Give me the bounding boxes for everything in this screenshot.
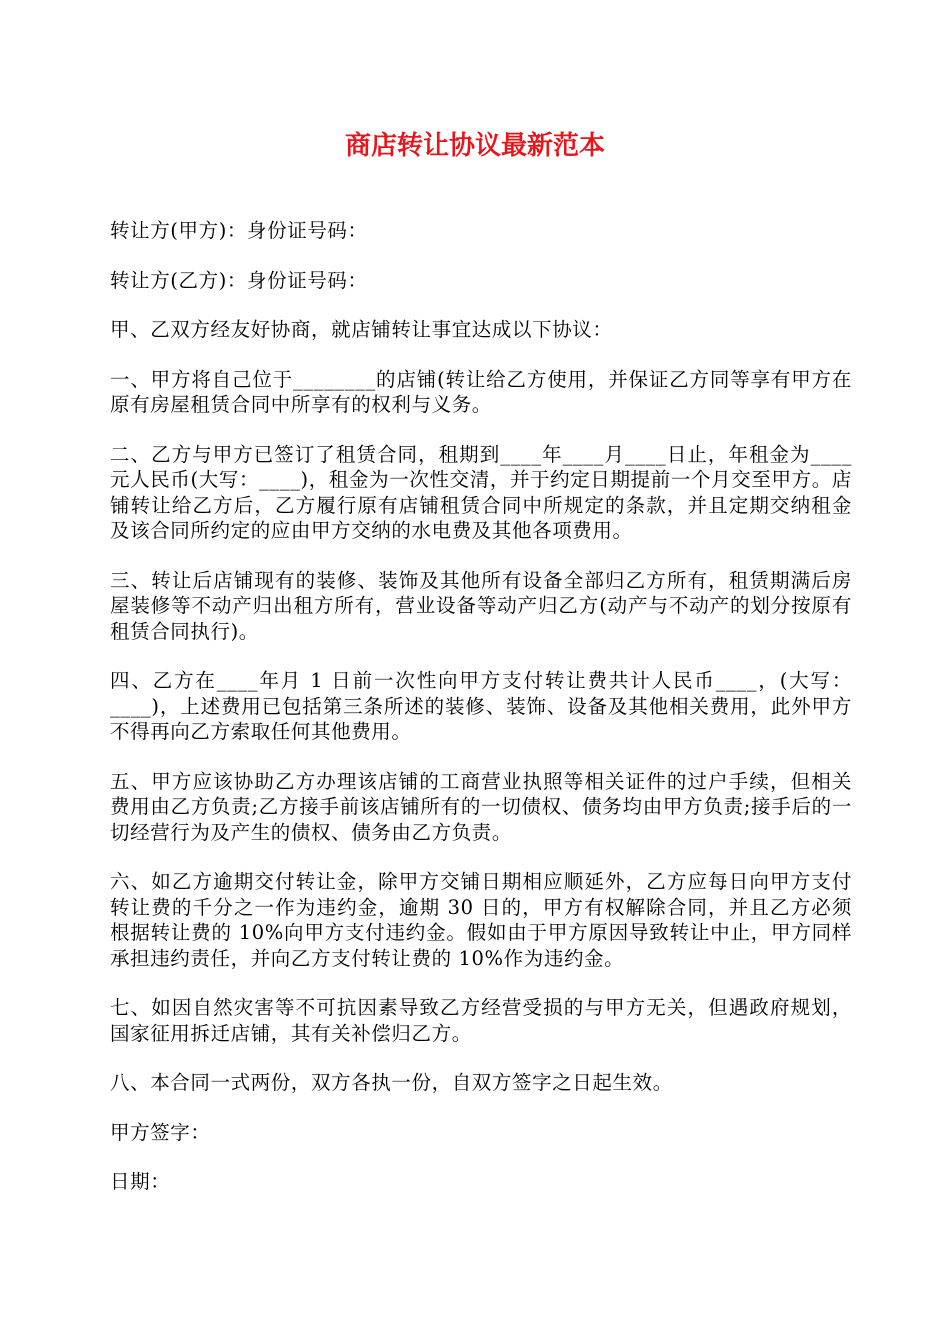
party-a-signature: 甲方签字：: [110, 1120, 211, 1144]
document-title: 商店转让协议最新范本: [344, 131, 605, 161]
clause-8: 八、本合同一式两份，双方各执一份，自双方签字之日起生效。: [110, 1071, 673, 1094]
clause-1: 一、甲方将自己位于________的店铺(转让给乙方使用，并保证乙方同等享有甲方在原有房屋租赁合同中所享有的权利与义务。: [110, 367, 852, 416]
preamble: 甲、乙双方经友好协商，就店铺转让事宜达成以下协议：: [110, 318, 613, 341]
clause-7: 七、如因自然灾害等不可抗因素导致乙方经营受损的与甲方无关，但遇政府规划，国家征用拆迁店铺，其有关补偿归乙方。: [110, 996, 852, 1045]
clause-4: 四、乙方在____年月 1 日前一次性向甲方支付转让费共计人民币____，(大写：____)，上述费用已包括第三条所述的装修、装饰、设备及其他相关费用，此外甲方不得再向乙方索取任何其他费用。: [110, 669, 852, 743]
clause-3: 三、转让后店铺现有的装修、装饰及其他所有设备全部归乙方所有，租赁期满后房屋装修等不动产归出租方所有，营业设备等动产归乙方(动产与不动产的划分按原有租赁合同执行)。: [110, 568, 852, 643]
party-b-line: 转让方(乙方)：身份证号码：: [110, 268, 368, 292]
date-line: 日期：: [110, 1170, 171, 1193]
clause-5: 五、甲方应该协助乙方办理该店铺的工商营业执照等相关证件的过户手续，但相关费用由乙方负责;乙方接手前该店铺所有的一切债权、债务均由甲方负责;接手后的一切经营行为及产生的债权、债务由乙方负责。: [110, 769, 852, 844]
clause-6: 六、如乙方逾期交付转让金，除甲方交铺日期相应顺延外，乙方应每日向甲方支付转让费的千分之一作为违约金，逾期 30 日的，甲方有权解除合同，并且乙方必须根据转让费的 10%向甲方支付违约金。假如由于甲方原因导致转让中止，甲方同样承担违约责任，并向乙方支付转让费的 10%作为违约金。: [110, 870, 852, 970]
clause-2: 二、乙方与甲方已签订了租赁合同，租期到____年____月____日止，年租金为____元人民币(大写：____)，租金为一次性交清，并于约定日期提前一个月交至甲方。店铺转让给乙方后，乙方履行原有店铺租赁合同中所规定的条款，并且定期交纳租金及该合同所约定的应由甲方交纳的水电费及其他各项费用。: [110, 442, 852, 542]
party-a-line: 转让方(甲方)：身份证号码：: [110, 219, 368, 242]
document-body: [110, 218, 852, 1195]
